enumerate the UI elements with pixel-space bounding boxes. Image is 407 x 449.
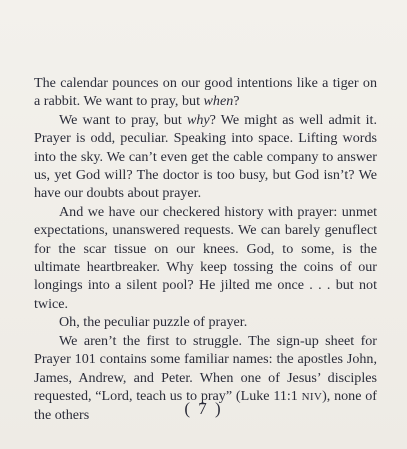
text-run: ), none of the others	[34, 387, 378, 424]
paragraph-4	[34, 313, 377, 331]
version-abbreviation: NIV	[301, 390, 323, 403]
italic-emphasis: why	[186, 111, 210, 128]
paragraph-1	[34, 74, 377, 111]
body-text	[34, 74, 377, 425]
text-run: We want to pray, but	[59, 111, 187, 128]
paragraph-2	[34, 111, 377, 203]
text-run: We aren’t the first to struggle. The sign-up sheet for Prayer 101 contains some familiar names: the apostles John, James, Andrew, and Peter. When one of Jesus’ disciples requested, “Lord, teach us to pray” (Luke 11:1	[34, 332, 377, 404]
text-run: And we have our checkered history with prayer: unmet expectations, unanswered requests. We can barely genuflect for the scar tissue on our knees. God, to some, is the ultimate heartbreaker. Why keep tossing the coins of our longings into a silent pool? He jilted me once . . . but not twice.	[34, 203, 377, 312]
text-run: Oh, the peculiar puzzle of prayer.	[59, 314, 248, 331]
text-run: ?	[233, 93, 240, 110]
paragraph-3	[34, 203, 377, 313]
italic-emphasis: when	[203, 93, 234, 110]
text-run: The calendar pounces on our good intentions like a tiger on a rabbit. We want to pray, but	[34, 75, 377, 110]
text-run: ? We might as well admit it. Prayer is odd, peculiar. Speaking into space. Lifting words into the sky. We can’t even get the cable company to answer us, yet God will? The doctor is too busy, but God isn’t? We have our doubts about prayer.	[34, 111, 377, 202]
page-number: ( 7 )	[184, 399, 223, 418]
